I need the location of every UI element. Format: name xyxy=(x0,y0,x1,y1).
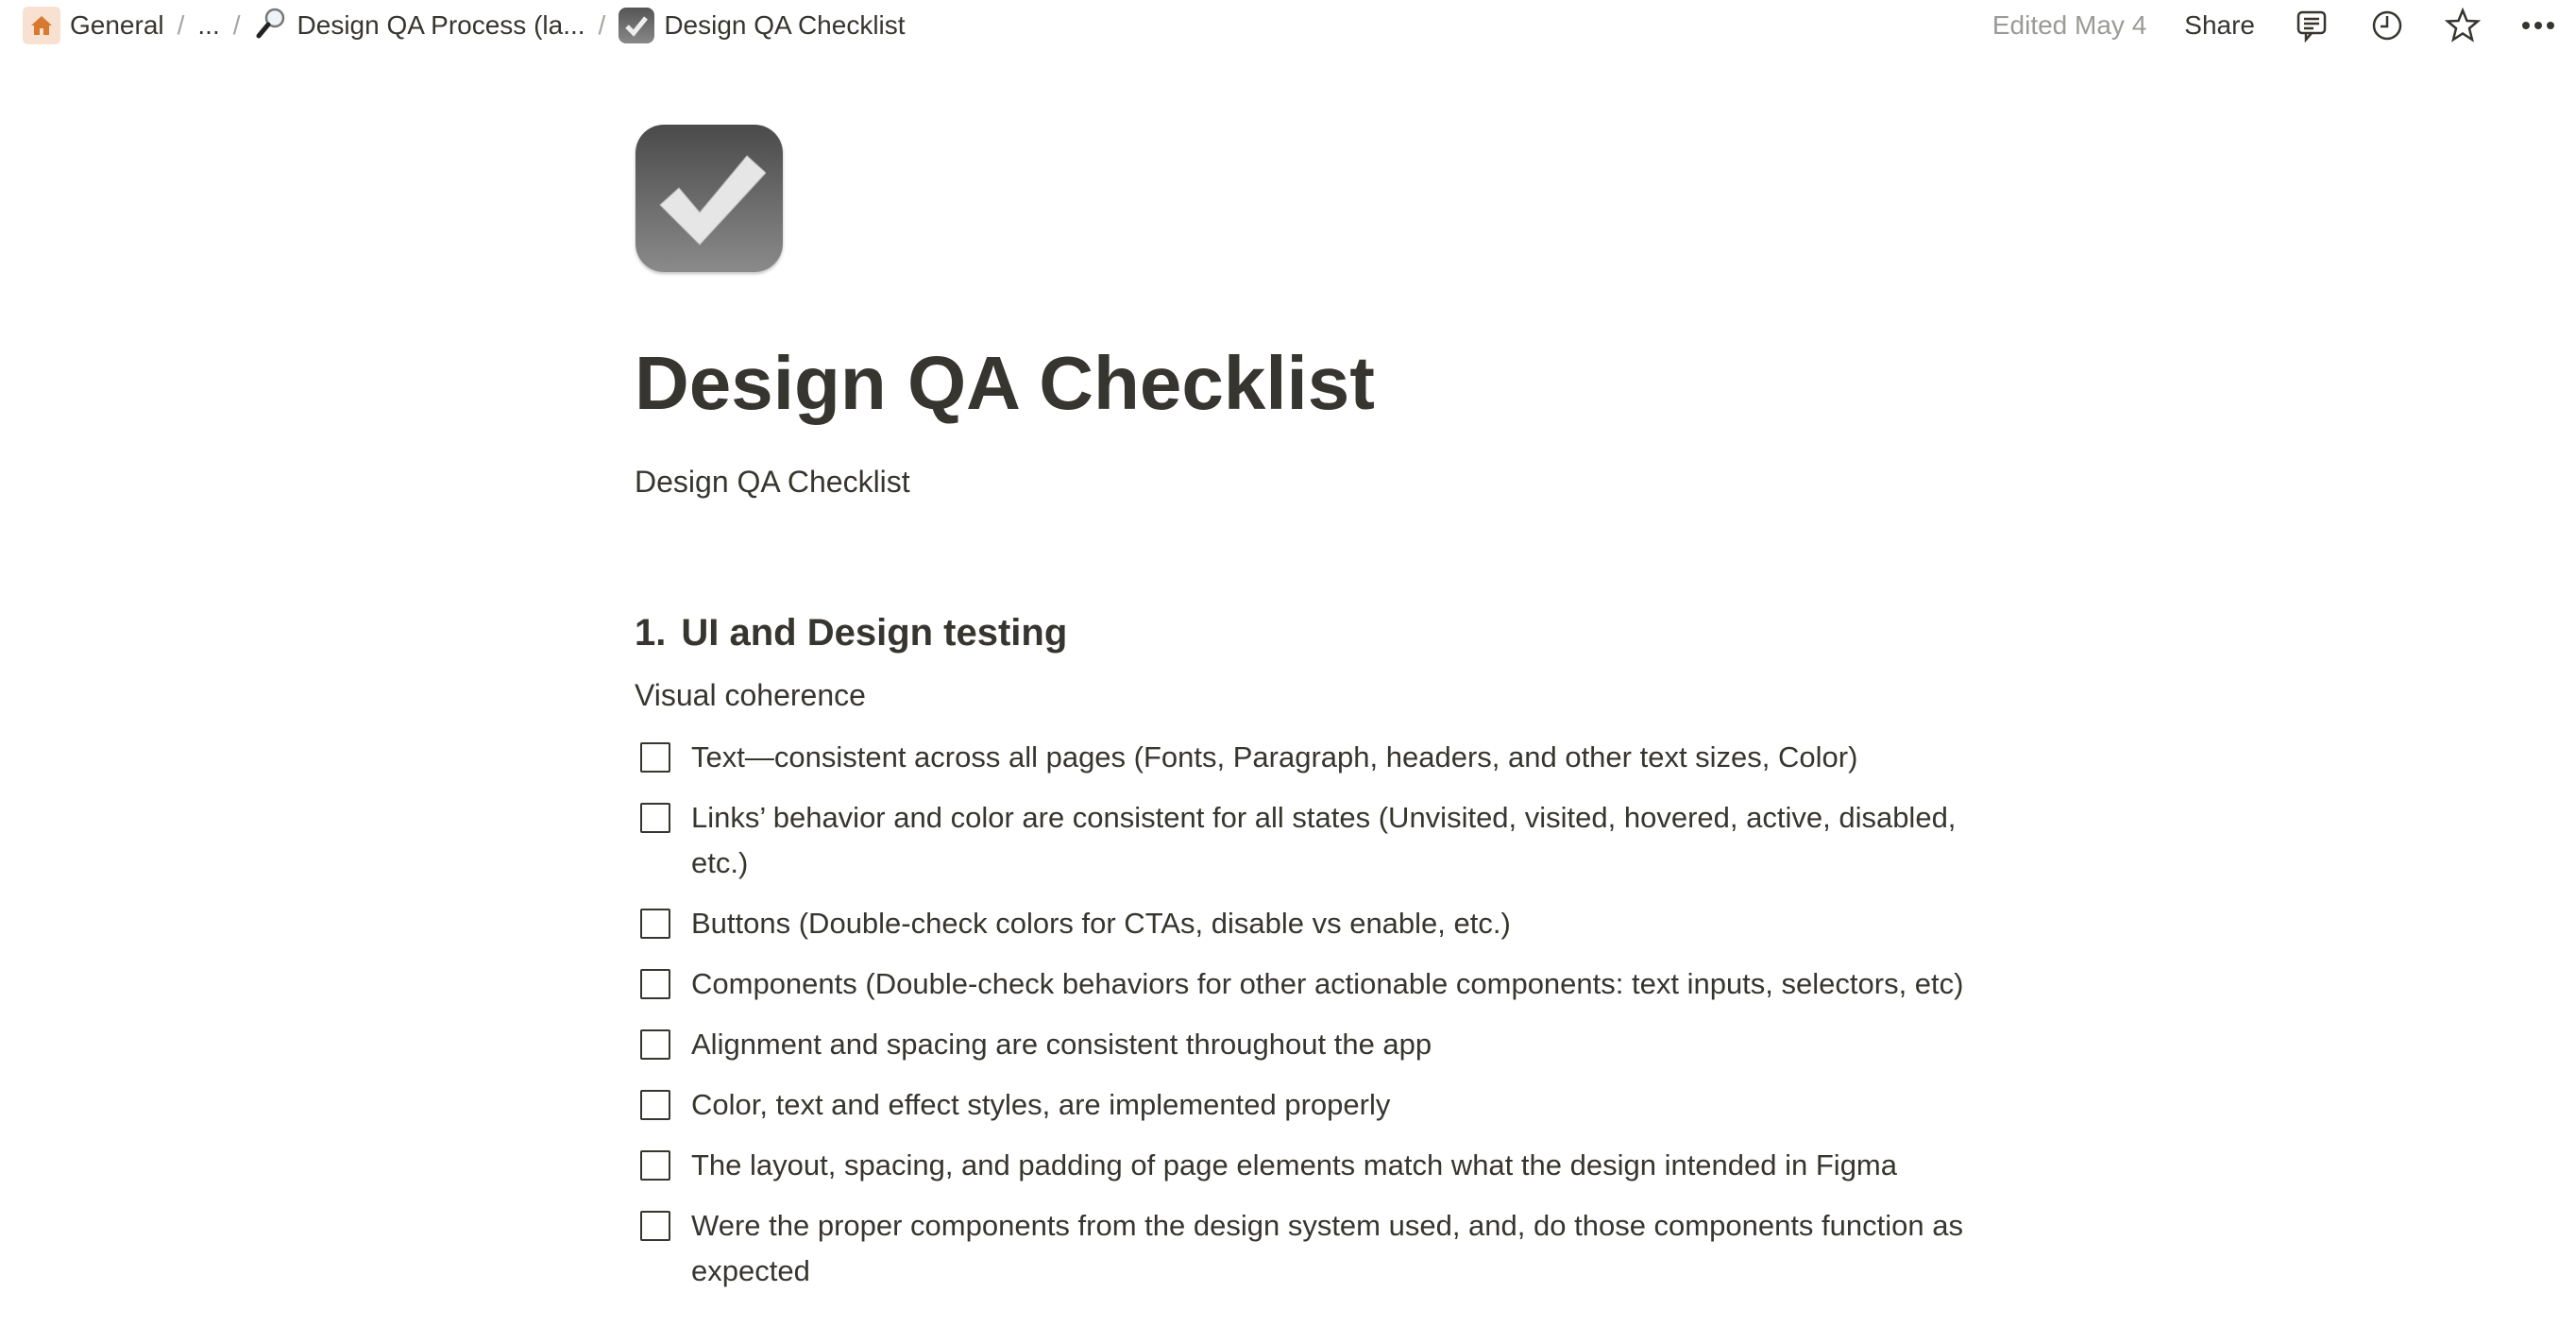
checklist-item: The layout, spacing, and padding of page elements match what the design intended in Figma xyxy=(635,1143,1985,1188)
breadcrumb-ellipsis[interactable]: ... xyxy=(197,10,220,40)
history-clock-icon[interactable] xyxy=(2368,7,2406,44)
checklist-item: Buttons (Double-check colors for CTAs, disable vs enable, etc.) xyxy=(635,901,1985,946)
checklist-item: Color, text and effect styles, are implemented properly xyxy=(635,1082,1985,1128)
comment-icon[interactable] xyxy=(2293,7,2330,44)
page-subtitle[interactable]: Design QA Checklist xyxy=(635,465,910,499)
checkbox[interactable] xyxy=(640,1150,670,1181)
breadcrumb xyxy=(23,6,906,45)
subsection-label[interactable]: Visual coherence xyxy=(635,678,866,712)
section-heading[interactable]: 1. UI and Design testing xyxy=(635,612,1068,654)
checkbox[interactable] xyxy=(640,909,670,939)
page-title[interactable]: Design QA Checklist xyxy=(635,341,1375,425)
checklist xyxy=(635,735,1985,1309)
checklist-item: Links’ behavior and color are consistent for all states (Unvisited, visited, hovered, active, disabled, etc.) xyxy=(635,795,1985,886)
magnifier-icon xyxy=(254,6,288,46)
checklist-item: Were the proper components from the design system used, and, do those components function as expected xyxy=(635,1203,1985,1294)
breadcrumb-separator: / xyxy=(177,10,185,40)
star-icon[interactable] xyxy=(2444,7,2482,44)
checkbox[interactable] xyxy=(640,742,670,773)
more-options-icon[interactable] xyxy=(2519,7,2557,44)
checkbox[interactable] xyxy=(640,803,670,833)
breadcrumb-design-qa-checklist[interactable]: Design QA Checklist xyxy=(619,8,905,43)
checklist-item: Components (Double-check behaviors for other actionable components: text inputs, selectors, etc) xyxy=(635,961,1985,1007)
home-icon xyxy=(23,7,60,44)
breadcrumb-separator: / xyxy=(232,10,241,40)
share-button[interactable]: Share xyxy=(2184,10,2255,40)
breadcrumb-general[interactable]: General xyxy=(23,7,164,44)
breadcrumb-separator: / xyxy=(598,10,606,40)
checkbox[interactable] xyxy=(640,1211,670,1241)
page-icon-checkbox[interactable] xyxy=(636,125,783,272)
edited-timestamp: Edited May 4 xyxy=(1991,10,2147,40)
checkbox-icon xyxy=(619,8,654,43)
checkbox[interactable] xyxy=(640,1029,670,1060)
checkbox[interactable] xyxy=(640,1090,670,1120)
checklist-item: Alignment and spacing are consistent throughout the app xyxy=(635,1022,1985,1067)
top-bar xyxy=(0,0,2576,51)
checklist-item: Text—consistent across all pages (Fonts, Paragraph, headers, and other text sizes, Color) xyxy=(635,735,1985,780)
checkbox[interactable] xyxy=(640,969,670,999)
breadcrumb-design-qa-process[interactable]: Design QA Process (la... xyxy=(254,6,585,46)
